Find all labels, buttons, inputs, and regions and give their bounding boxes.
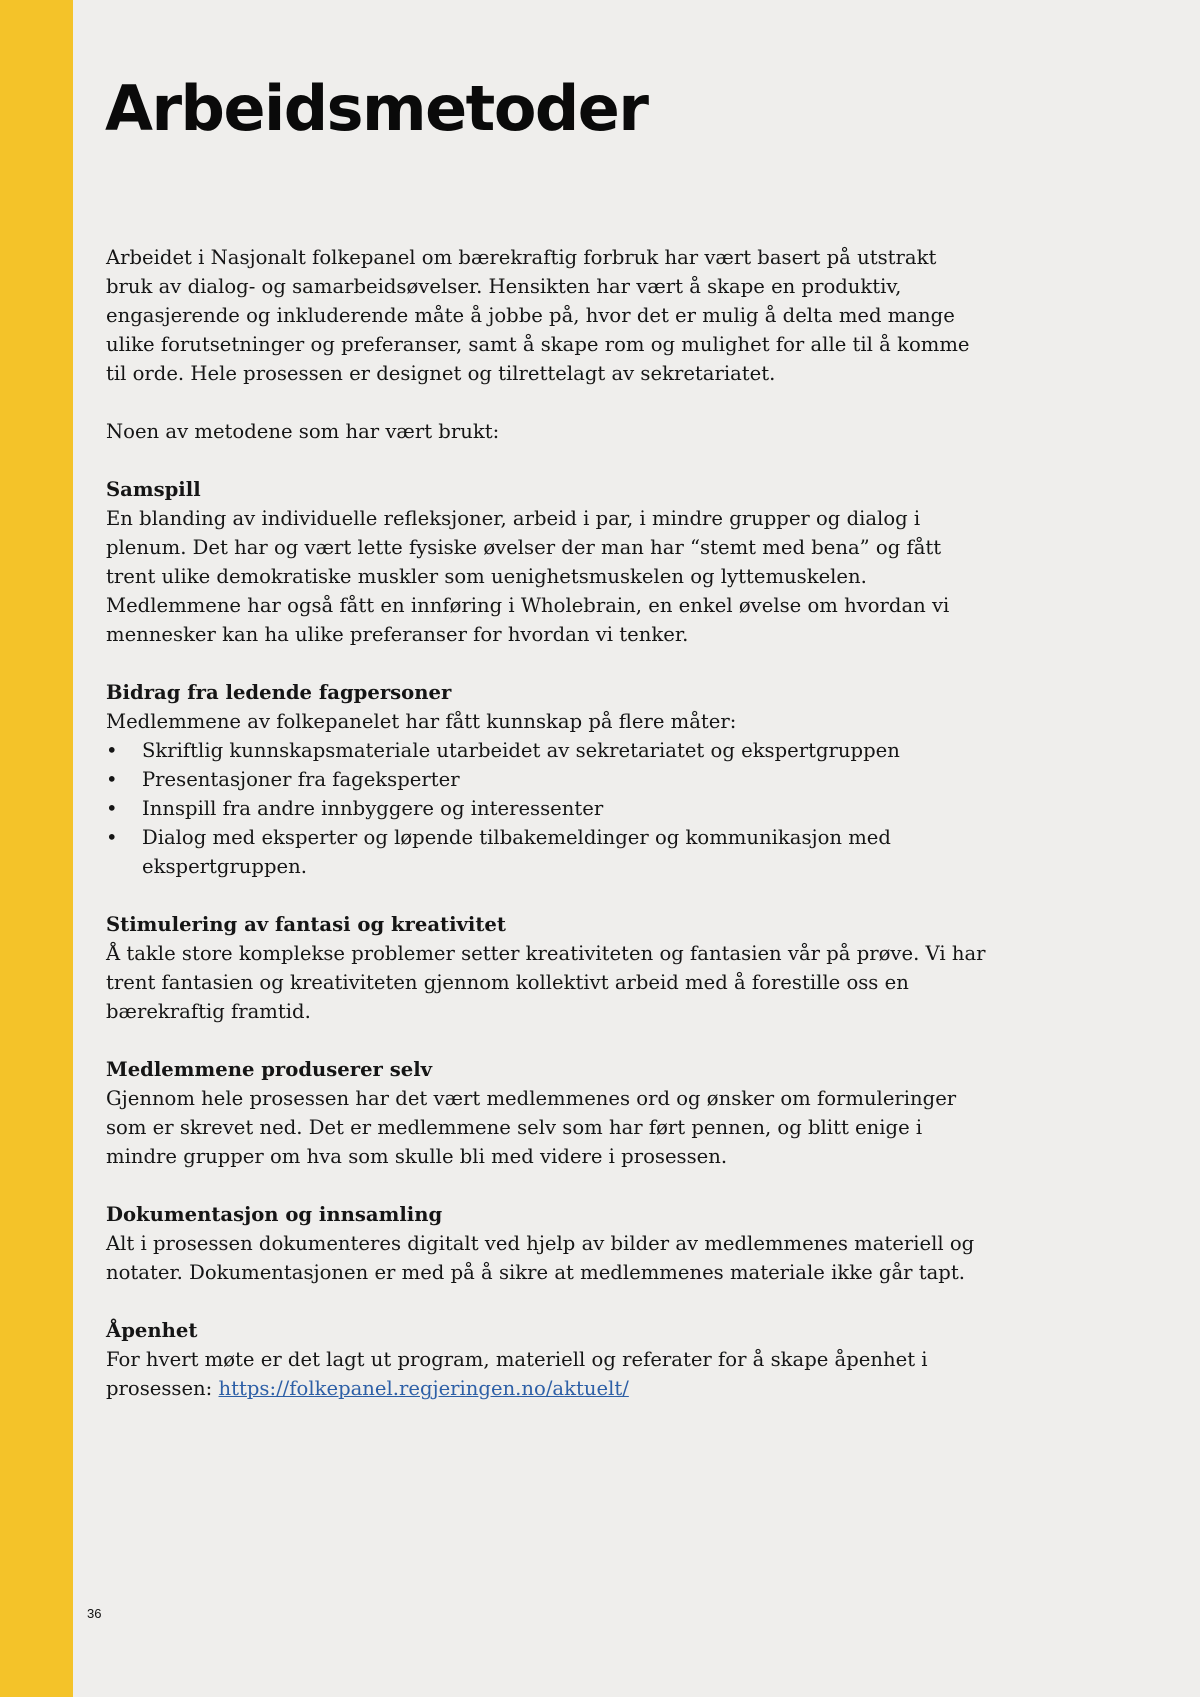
section-dokumentasjon <box>106 1200 986 1287</box>
section-samspill <box>106 475 986 649</box>
aktuelt-link[interactable]: https://folkepanel.regjeringen.no/aktuelt/ <box>218 1377 629 1400</box>
section-body: Medlemmene av folkepanelet har fått kunnskap på flere måter: <box>106 710 737 733</box>
section-body: For hvert møte er det lagt ut program, materiell og referater for å skape åpenhet i prosessen: <box>106 1348 928 1400</box>
section-heading: Åpenhet <box>106 1319 198 1342</box>
page-number: 36 <box>87 1606 102 1621</box>
section-bidrag <box>106 678 986 881</box>
page-title: Arbeidsmetoder <box>105 72 648 145</box>
section-body: Alt i prosessen dokumenteres digitalt ved hjelp av bilder av medlemmenes materiell og notater. Dokumentasjonen er med på å sikre at medlemmenes materiale ikke går tapt. <box>106 1232 975 1284</box>
page-content <box>106 243 986 1432</box>
section-stimulering <box>106 910 986 1026</box>
section-body: Å takle store komplekse problemer setter kreativiteten og fantasien vår på prøve. Vi har trent fantasien og kreativiteten gjennom kollektivt arbeid med å forestille oss en bærekraftig framtid. <box>106 942 986 1023</box>
section-heading: Samspill <box>106 478 201 501</box>
list-item: • Innspill fra andre innbyggere og interessenter <box>106 794 986 823</box>
section-body: En blanding av individuelle refleksjoner, arbeid i par, i mindre grupper og dialog i plenum. Det har og vært lette fysiske øvelser der man har “stemt med bena” og fått trent ulike demokratiske muskler som uenighetsmuskelen og lyttemuskelen. Medlemmene har også fått en innføring i Wholebrain, en enkel øvelse om hvordan vi mennesker kan ha ulike preferanser for hvordan vi tenker. <box>106 507 950 646</box>
intro-paragraph: Arbeidet i Nasjonalt folkepanel om bærekraftig forbruk har vært basert på utstrakt bruk av dialog- og samarbeidsøvelser. Hensikten har vært å skape en produktiv, engasjerende og inkluderende måte å jobbe på, hvor det er mulig å delta med mange ulike forutsetninger og preferanser, samt å skape rom og mulighet for alle til å komme til orde. Hele prosessen er designet og tilrettelagt av sekretariatet. <box>106 246 970 385</box>
bullet-list <box>106 736 986 881</box>
section-body: Gjennom hele prosessen har det vært medlemmenes ord og ønsker om formuleringer som er skrevet ned. Det er medlemmene selv som har ført pennen, og blitt enige i mindre grupper om hva som skulle bli med videre i prosessen. <box>106 1087 957 1168</box>
section-heading: Medlemmene produserer selv <box>106 1058 433 1081</box>
section-heading: Stimulering av fantasi og kreativitet <box>106 913 506 936</box>
section-heading: Dokumentasjon og innsamling <box>106 1203 443 1226</box>
section-heading: Bidrag fra ledende fagpersoner <box>106 681 452 704</box>
section-apenhet <box>106 1316 986 1403</box>
list-item: • Presentasjoner fra fageksperter <box>106 765 986 794</box>
list-item: • Skriftlig kunnskapsmateriale utarbeidet av sekretariatet og ekspertgruppen <box>106 736 986 765</box>
methods-lead-paragraph: Noen av metodene som har vært brukt: <box>106 420 500 443</box>
section-medlemmene <box>106 1055 986 1171</box>
accent-side-bar <box>0 0 73 1697</box>
list-item: • Dialog med eksperter og løpende tilbakemeldinger og kommunikasjon med ekspertgruppen. <box>106 823 986 881</box>
